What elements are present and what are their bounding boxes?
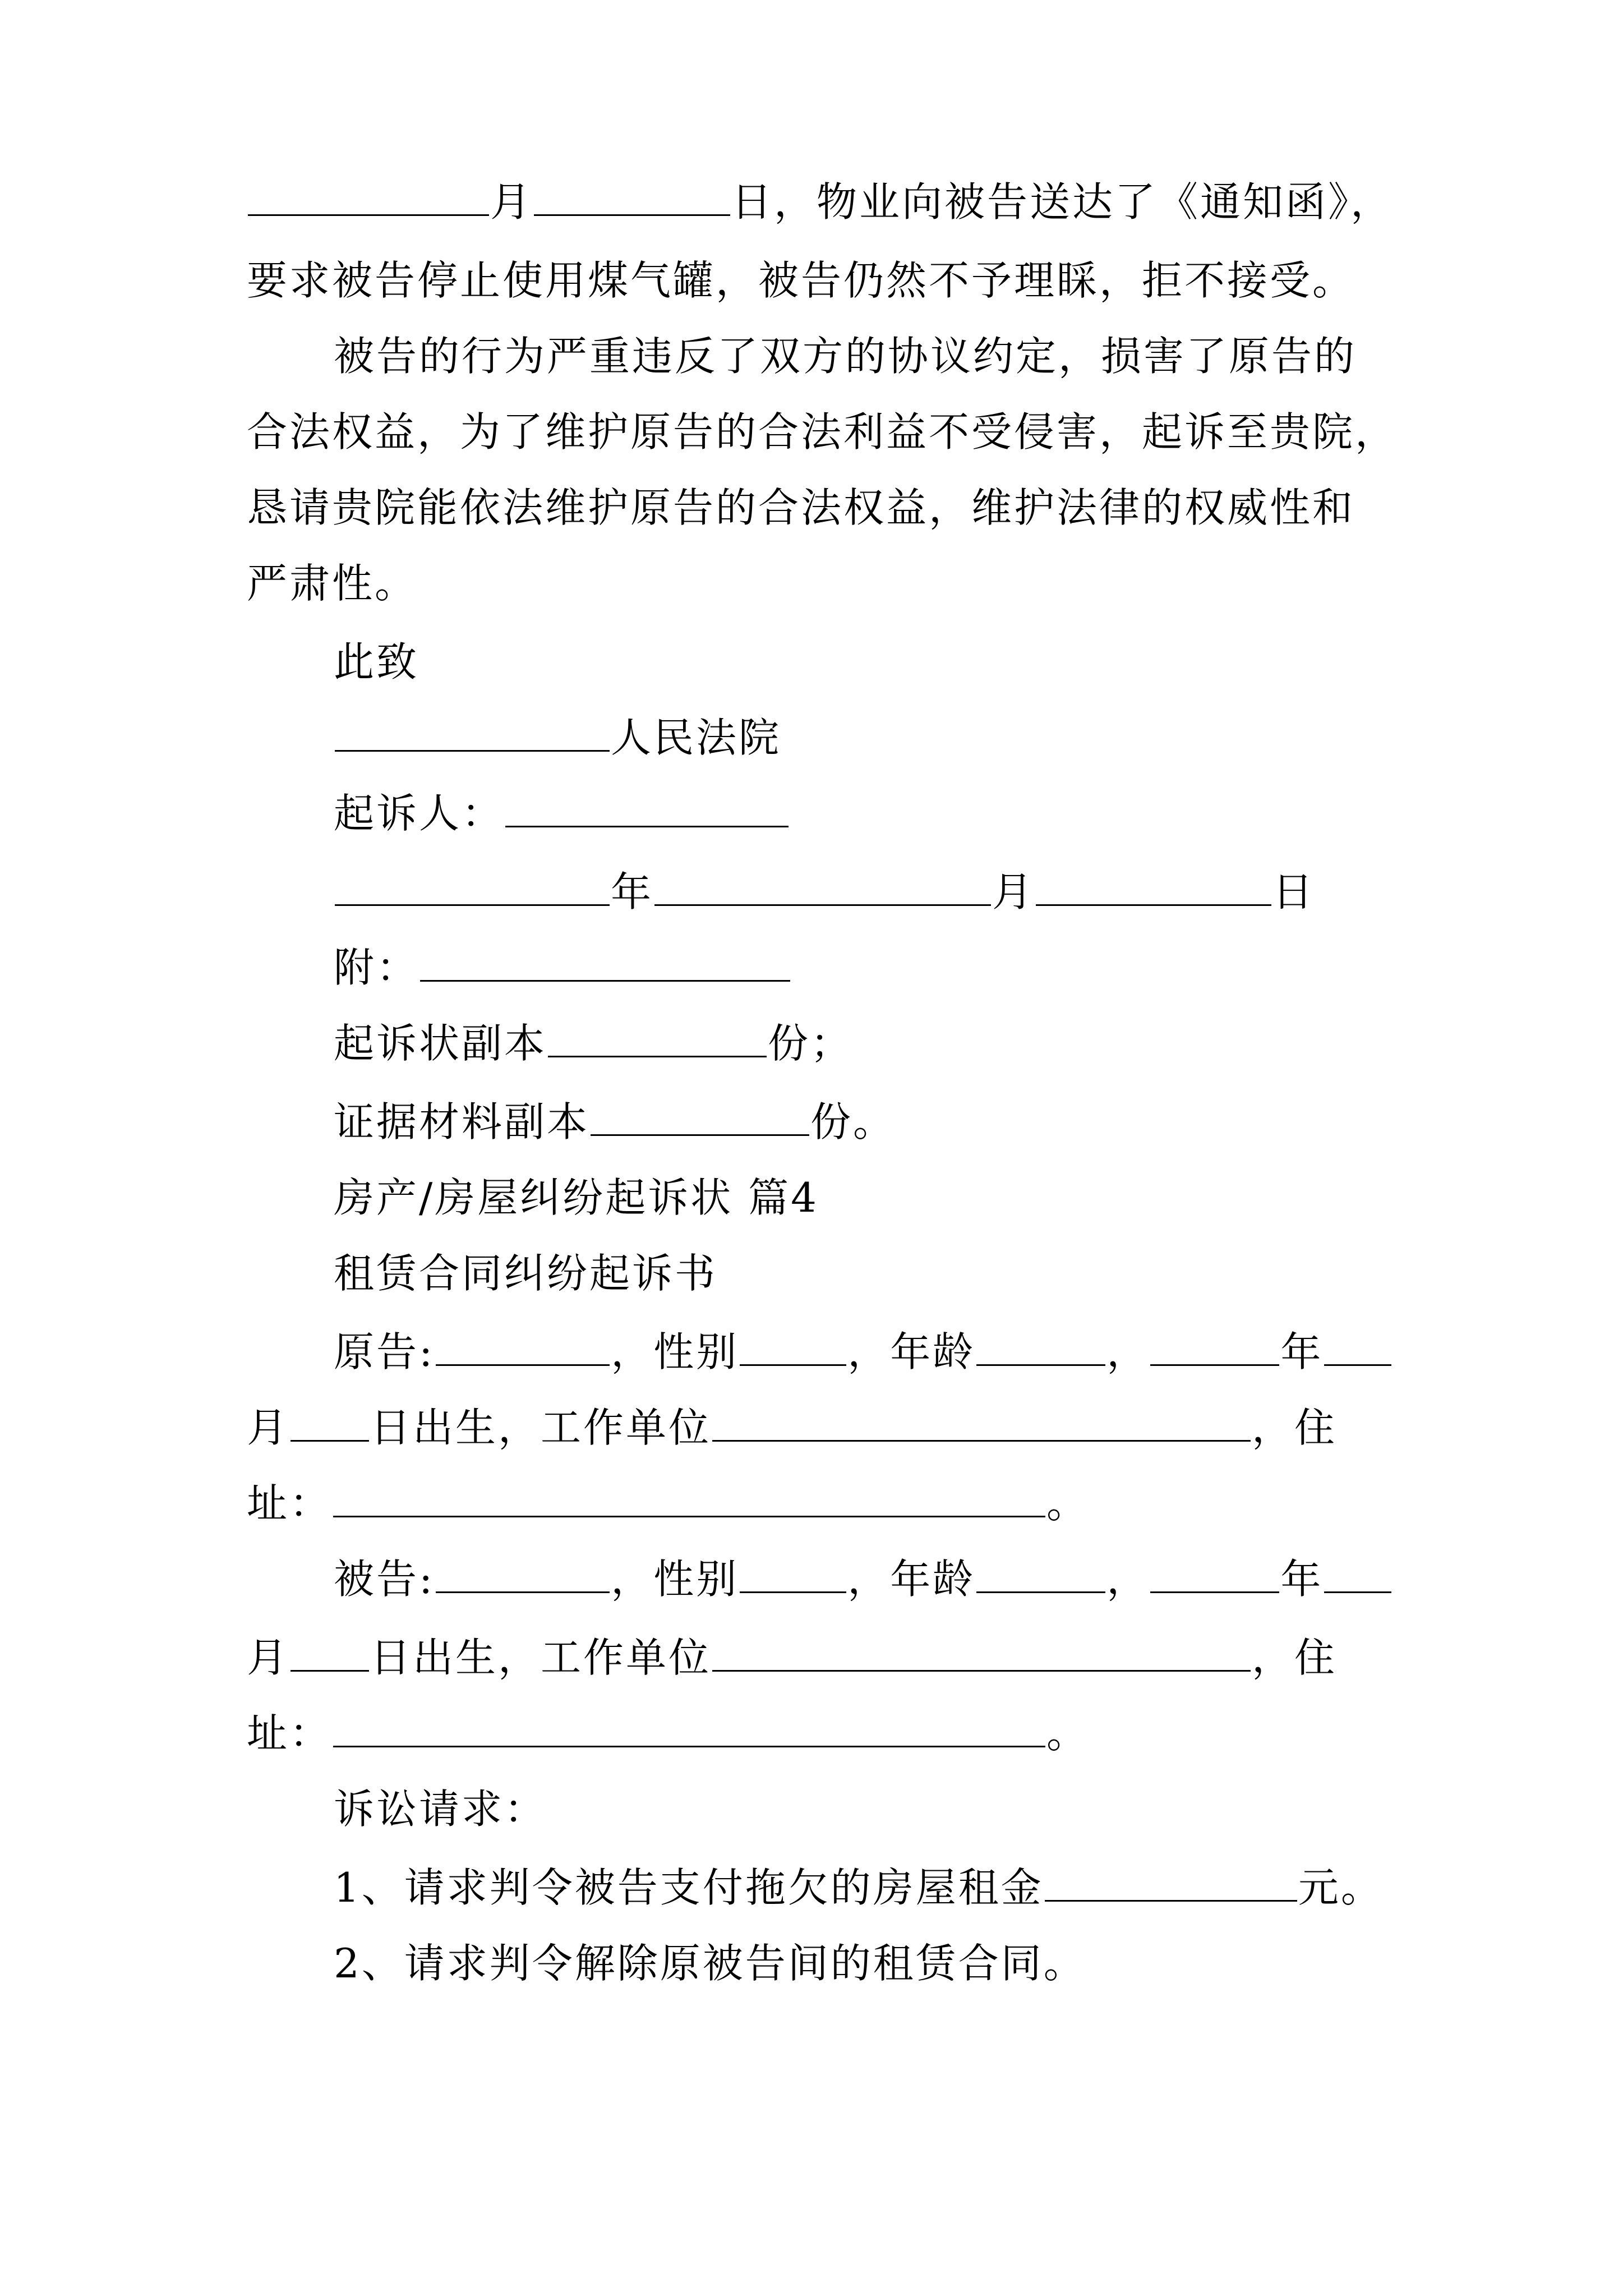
text-line: [247, 1388, 1337, 1467]
text-segment: 原告:: [334, 1328, 435, 1375]
fill-in-blank: [436, 1591, 610, 1593]
text-segment: 。: [1046, 1480, 1090, 1527]
text-segment: 年: [1280, 1328, 1324, 1375]
text-segment: 恳请贵院能依法维护原告的合法权益，维护法律的权威性和: [247, 484, 1355, 531]
text-segment: 。: [1046, 1710, 1090, 1757]
fill-in-blank: [1324, 1591, 1391, 1593]
text-line: [334, 1848, 1384, 1927]
text-segment: 年: [1280, 1556, 1324, 1603]
text-segment: 要求被告停止使用煤气罐，被告仍然不予理睬，拒不接受。: [247, 257, 1355, 304]
text-segment: 附：: [334, 944, 419, 991]
text-segment: 份；: [768, 1020, 854, 1067]
text-line: [334, 698, 781, 777]
text-segment: ，: [1106, 1556, 1150, 1603]
text-segment: 合法权益，为了维护原告的合法利益不受侵害，起诉至贵院，: [247, 408, 1398, 455]
text-segment: ，: [1106, 1328, 1150, 1375]
text-segment: 被告:: [334, 1556, 435, 1603]
fill-in-blank: [712, 1439, 1251, 1442]
fill-in-blank: [654, 904, 991, 906]
fill-in-blank: [436, 1364, 610, 1366]
text-segment: 日出生，工作单位: [370, 1404, 712, 1451]
text-segment: ，性别: [611, 1328, 739, 1375]
fill-in-blank: [335, 904, 610, 906]
text-line: [247, 1694, 1089, 1773]
fill-in-blank: [1324, 1364, 1391, 1366]
text-line: [334, 1234, 717, 1313]
fill-in-blank: [505, 825, 789, 827]
text-line: [334, 317, 1357, 395]
text-line: [334, 623, 419, 701]
text-line: [334, 1083, 896, 1161]
fill-in-blank: [333, 1515, 1045, 1517]
text-line: [334, 1924, 1086, 2003]
text-line: [334, 853, 1315, 931]
text-segment: ，住: [1252, 1404, 1338, 1451]
text-segment: 证据材料副本: [334, 1098, 590, 1145]
text-segment: 房产/房屋纠纷起诉状 篇4: [334, 1174, 819, 1221]
fill-in-blank: [740, 1364, 846, 1366]
fill-in-blank: [976, 1364, 1105, 1366]
fill-in-blank: [591, 1134, 809, 1136]
text-segment: 严肃性。: [247, 560, 418, 607]
text-line: [247, 1618, 1337, 1697]
fill-in-blank: [291, 1669, 369, 1672]
text-segment: 日出生，工作单位: [370, 1634, 712, 1681]
text-segment: 址：: [247, 1710, 333, 1757]
text-line: [247, 1464, 1089, 1543]
fill-in-blank: [248, 214, 489, 216]
text-segment: 月: [247, 1404, 290, 1451]
fill-in-blank: [534, 214, 730, 216]
text-segment: 日: [1272, 868, 1316, 915]
text-line: [334, 774, 790, 853]
text-line: [247, 393, 1398, 471]
text-segment: 年: [611, 868, 654, 915]
text-segment: 份。: [810, 1098, 896, 1145]
text-segment: 此致: [334, 638, 419, 685]
text-segment: 诉讼请求：: [334, 1786, 547, 1833]
text-segment: 址：: [247, 1480, 333, 1527]
fill-in-blank: [291, 1439, 369, 1442]
fill-in-blank: [1045, 1899, 1297, 1902]
text-segment: 月: [992, 868, 1035, 915]
text-line: [334, 1158, 819, 1237]
text-segment: 被告的行为严重违反了双方的协议约定，损害了原告的: [334, 333, 1357, 380]
text-line: [334, 1770, 547, 1848]
text-line: [334, 1313, 1393, 1391]
text-line: [334, 1540, 1393, 1618]
text-segment: ，性别: [611, 1556, 739, 1603]
text-segment: 月: [490, 178, 533, 226]
text-line: [247, 163, 1393, 241]
fill-in-blank: [548, 1055, 767, 1057]
fill-in-blank: [335, 749, 610, 752]
text-segment: ，年龄: [847, 1328, 976, 1375]
text-line: [247, 544, 417, 623]
fill-in-blank: [1150, 1591, 1279, 1593]
text-segment: 起诉人：: [334, 790, 505, 837]
fill-in-blank: [712, 1669, 1251, 1672]
text-segment: 1、请求判令被告支付拖欠的房屋租金: [334, 1864, 1044, 1911]
text-line: [334, 928, 791, 1007]
text-segment: 日，物业向被告送达了《通知函》，: [731, 178, 1394, 226]
text-line: [247, 241, 1355, 320]
text-segment: ，年龄: [847, 1556, 976, 1603]
text-segment: 2、请求判令解除原被告间的租赁合同。: [334, 1940, 1086, 1987]
text-segment: 人民法院: [611, 714, 782, 761]
fill-in-blank: [1036, 904, 1271, 906]
text-segment: 元。: [1298, 1864, 1384, 1911]
text-segment: 租赁合同纠纷起诉书: [334, 1250, 718, 1297]
text-line: [247, 468, 1355, 547]
text-segment: 起诉状副本: [334, 1020, 547, 1067]
fill-in-blank: [740, 1591, 846, 1593]
fill-in-blank: [976, 1591, 1105, 1593]
text-segment: ，住: [1252, 1634, 1338, 1681]
text-segment: 月: [247, 1634, 290, 1681]
fill-in-blank: [1150, 1364, 1279, 1366]
text-line: [334, 1004, 853, 1083]
fill-in-blank: [333, 1745, 1045, 1747]
fill-in-blank: [420, 979, 790, 982]
